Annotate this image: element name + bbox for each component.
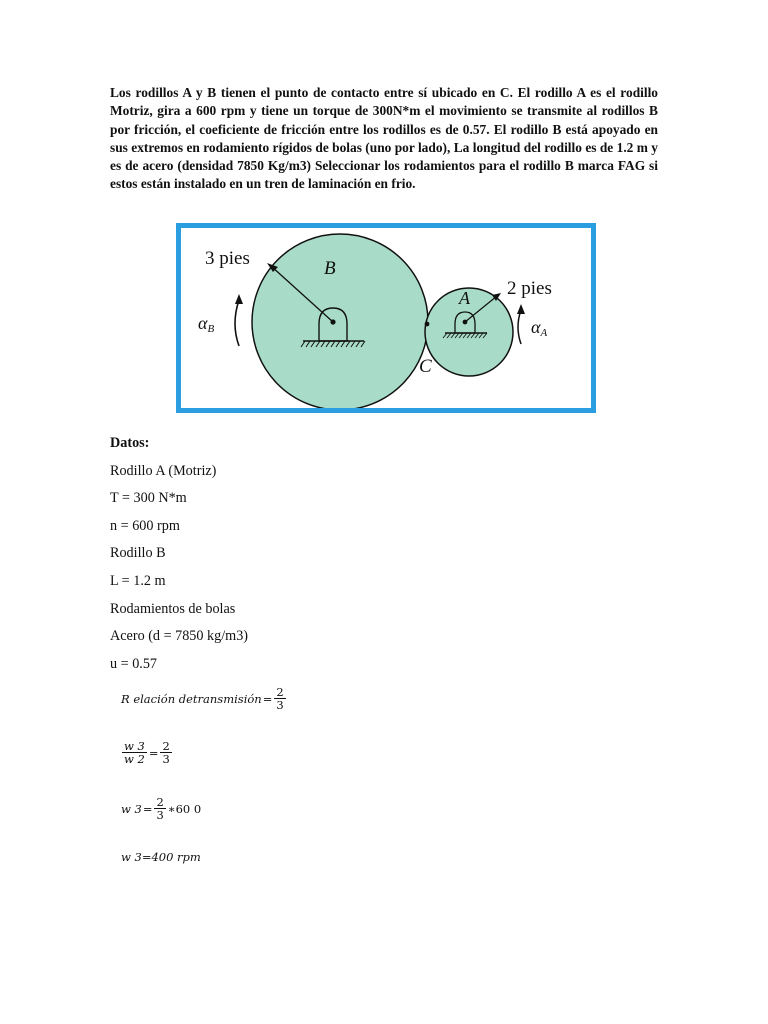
alpha-b-arrow: [235, 294, 243, 346]
eq1-fraction: [274, 686, 285, 711]
eq2-rhs-fraction: [160, 740, 171, 765]
label-alpha-a-sub: A: [540, 327, 548, 339]
eq3-rhs: ∗60 0: [167, 801, 202, 816]
label-alpha-b: α: [198, 313, 208, 333]
label-b: B: [324, 258, 336, 279]
equation-omega3-calc: [121, 796, 202, 821]
label-c: C: [419, 356, 432, 377]
svg-text:αA: [531, 317, 547, 339]
eq1-label: R elación detransmisión: [121, 691, 262, 706]
rollers-figure: [176, 223, 596, 413]
label-alpha-a: α: [531, 317, 541, 337]
eq3-equals: =: [142, 801, 153, 816]
eq1-denominator: 3: [276, 698, 284, 712]
eq3-fraction: [154, 796, 165, 821]
datos-line: L = 1.2 m: [110, 572, 166, 589]
eq2-rhs-numerator: 2: [162, 739, 170, 753]
eq2-rhs-denominator: 3: [162, 752, 170, 766]
eq2-lhs-denominator: w 2: [124, 752, 145, 766]
datos-line: Rodillo A (Motriz): [110, 462, 217, 479]
datos-heading: Datos:: [110, 435, 150, 451]
svg-text:αB: [198, 313, 214, 335]
eq2-lhs-numerator: w 3: [124, 739, 145, 753]
rollers-diagram: [181, 228, 591, 408]
eq2-lhs-fraction: [122, 740, 147, 765]
datos-line: T = 300 N*m: [110, 490, 187, 507]
eq3-numerator: 2: [156, 795, 164, 809]
equation-omega3-result: [121, 850, 201, 864]
eq2-equals: =: [148, 745, 159, 760]
datos-line: u = 0.57: [110, 655, 158, 672]
eq1-equals: =: [262, 691, 273, 706]
label-a: A: [459, 288, 470, 308]
datos-line: Rodamientos de bolas: [110, 600, 236, 617]
alpha-a-arrow: [517, 304, 525, 344]
eq4-text: w 3=400 rpm: [121, 850, 201, 864]
eq1-numerator: 2: [276, 685, 284, 699]
eq3-denominator: 3: [156, 808, 164, 822]
label-a-radius: 2 pies: [507, 278, 552, 299]
equation-transmission-ratio: [121, 686, 287, 711]
contact-point-c: [425, 322, 430, 327]
datos-line: Acero (d = 7850 kg/m3): [110, 628, 249, 645]
datos-line: Rodillo B: [110, 545, 166, 562]
eq3-lhs: w 3: [121, 801, 142, 816]
label-alpha-b-sub: B: [207, 323, 215, 335]
datos-section: [110, 434, 248, 682]
datos-line: n = 600 rpm: [110, 517, 180, 534]
equation-omega-ratio: [121, 740, 173, 765]
label-b-radius: 3 pies: [205, 248, 250, 269]
problem-statement: Los rodillos A y B tienen el punto de contacto entre sí ubicado en C. El rodillo A es el rodillo Motriz, gira a 600 rpm y tiene un torque de 300N*m el movimiento se transmite al rodillos B por fricción, el coeficiente de fricción entre los rodillos es de 0.57. El rodillo B está apoyado en sus extremos en rodamiento rígidos de bolas (uno por lado), La longitud del rodillo es de 1.2 m y es de acero (densidad 7850 Kg/m3) Seleccionar los rodamientos para el rodillo B marca FAG si estos están instalado en un tren de laminación en frio.: [110, 85, 658, 192]
